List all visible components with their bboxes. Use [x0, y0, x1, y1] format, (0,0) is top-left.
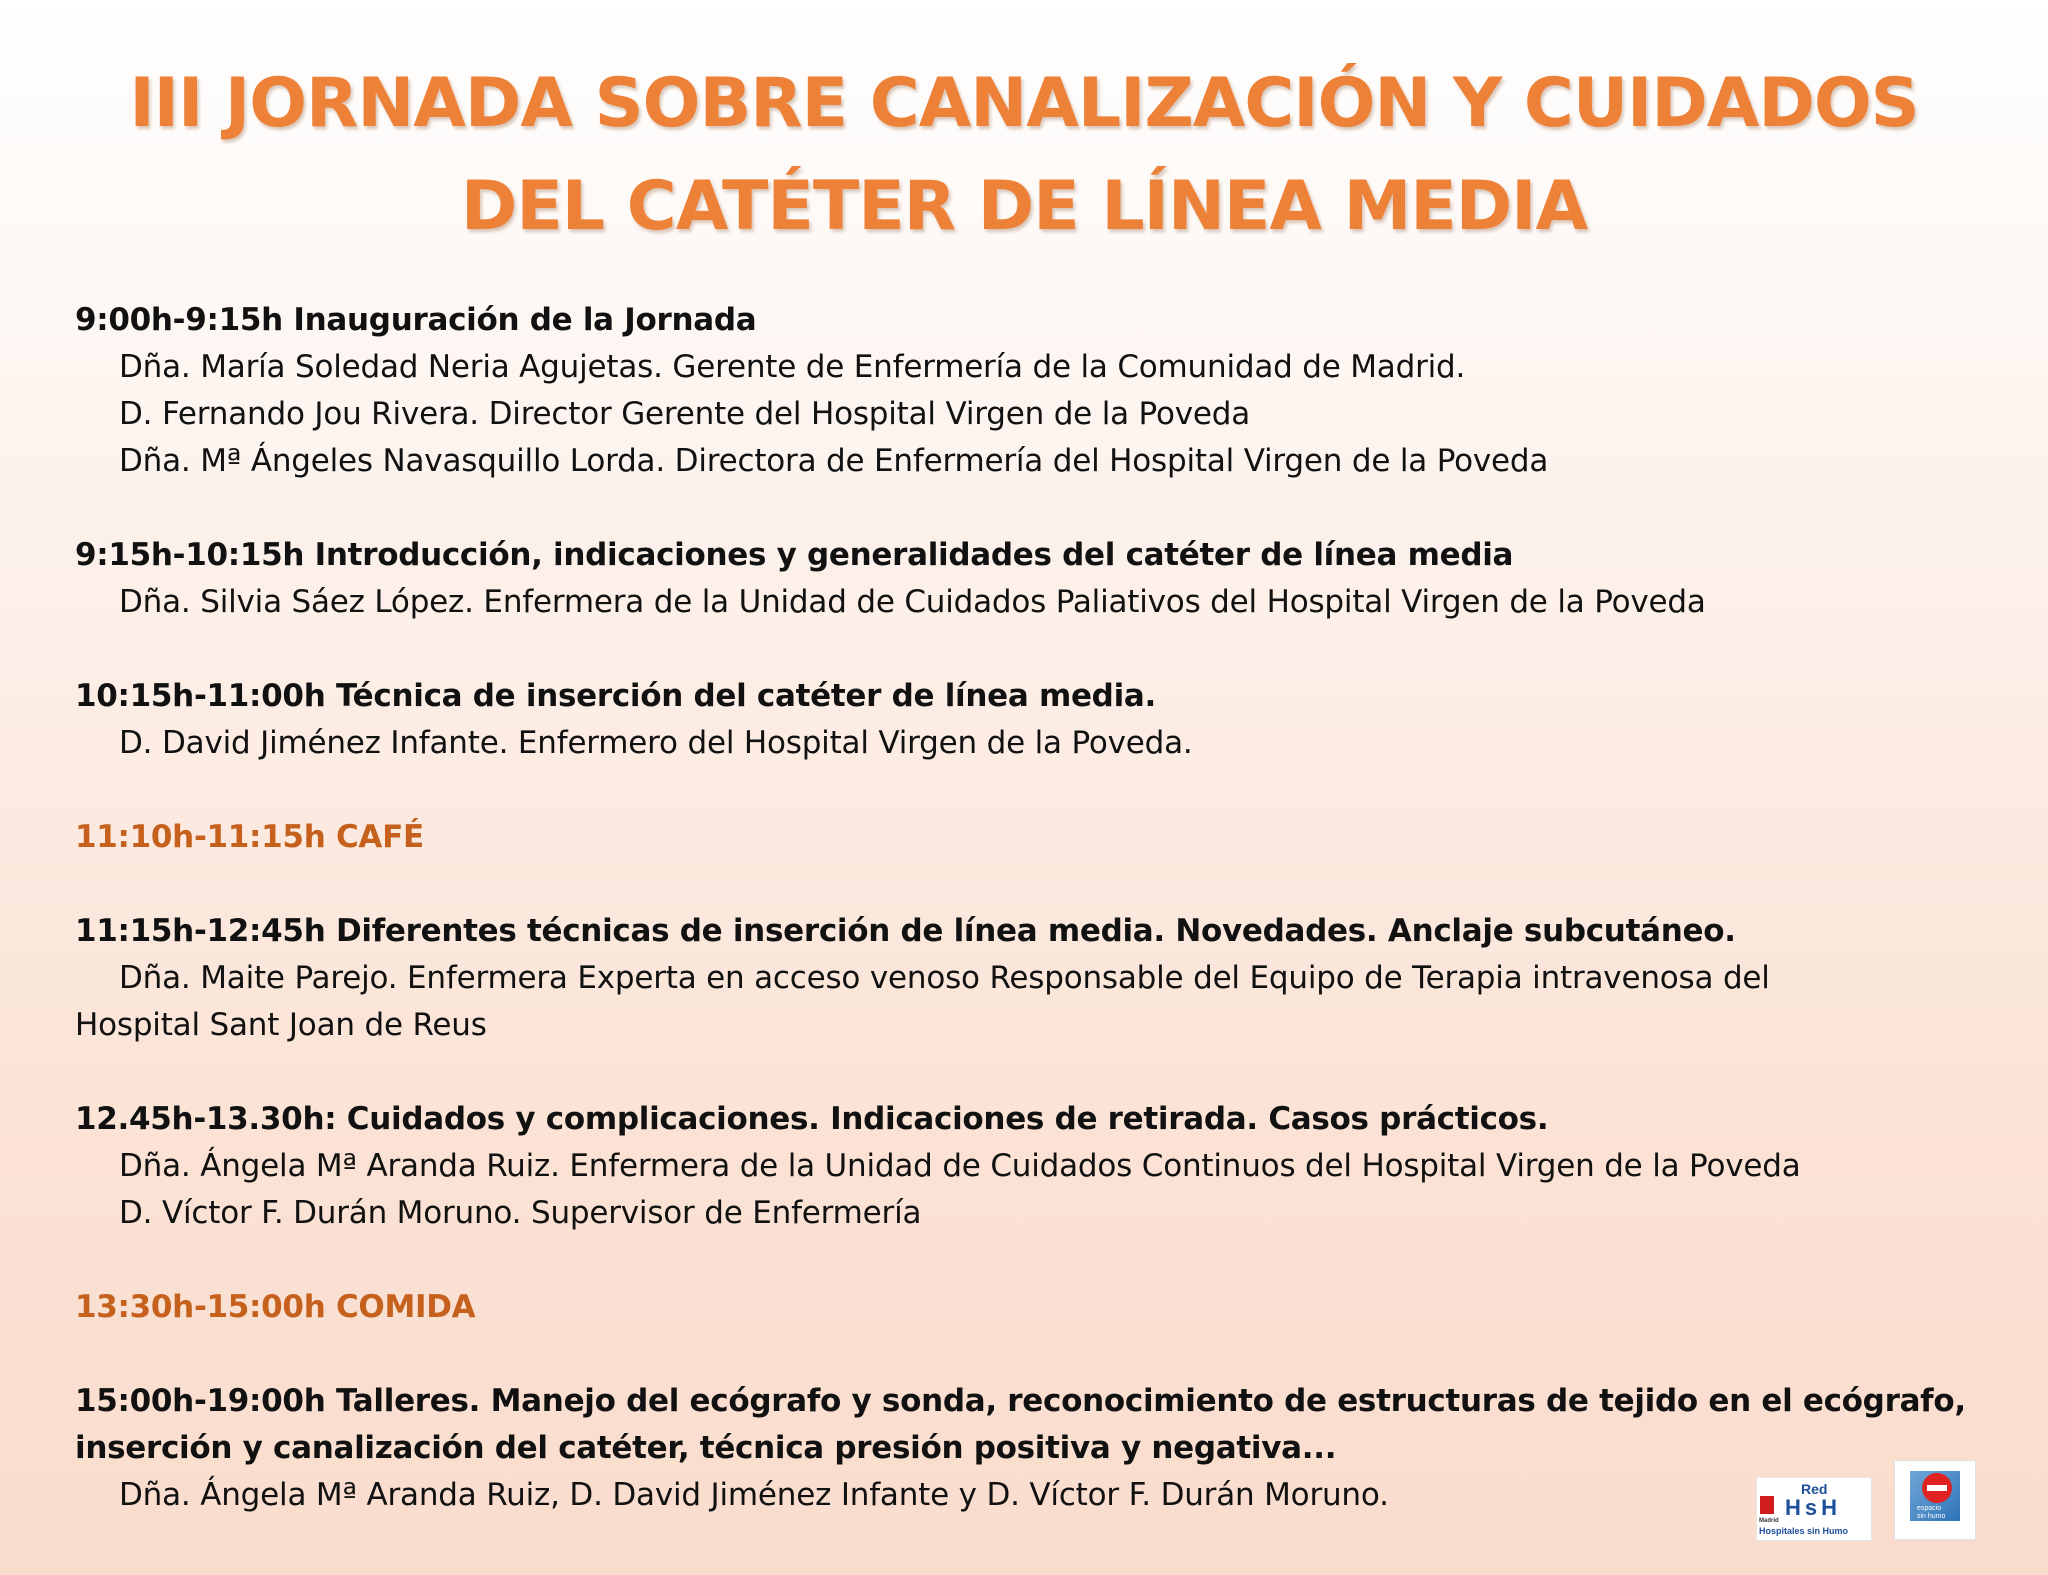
break-lunch: 13:30h-15:00h COMIDA: [75, 1289, 476, 1325]
title-line-2: DEL CATÉTER DE LÍNEA MEDIA: [460, 167, 1588, 246]
session-heading: 10:15h-11:00h Técnica de inserción del catéter de línea media.: [75, 678, 1156, 714]
logo-caption: Hospitales sin Humo: [1759, 1526, 1849, 1536]
speaker-line: Dña. Ángela Mª Aranda Ruiz, D. David Jiménez Infante y D. Víctor F. Durán Moruno.: [119, 1477, 1389, 1513]
speaker-line: Dña. Mª Ángeles Navasquillo Lorda. Directora de Enfermería del Hospital Virgen de la Poveda: [119, 443, 1549, 479]
spacer: [75, 1237, 1975, 1284]
session-heading: 12.45h-13.30h: Cuidados y complicaciones. Indicaciones de retirada. Casos prácticos.: [75, 1101, 1549, 1137]
spacer: [75, 485, 1975, 532]
speaker-line: D. Víctor F. Durán Moruno. Supervisor de Enfermería: [119, 1195, 922, 1231]
session-heading: 9:15h-10:15h Introducción, indicaciones y generalidades del catéter de línea media: [75, 537, 1514, 573]
speaker-line: Dña. Ángela Mª Aranda Ruiz. Enfermera de la Unidad de Cuidados Continuos del Hospital Virgen de la Poveda: [119, 1148, 1801, 1184]
speaker-line: D. Fernando Jou Rivera. Director Gerente del Hospital Virgen de la Poveda: [119, 396, 1251, 432]
program-schedule: [75, 297, 1975, 1519]
session-heading-continuation: inserción y canalización del catéter, técnica presión positiva y negativa...: [75, 1430, 1337, 1466]
title-line-1: III JORNADA SOBRE CANALIZACIÓN Y CUIDADOS: [129, 64, 1919, 143]
spacer: [75, 1331, 1975, 1378]
logo-hsh-mark: HsH: [1785, 1495, 1842, 1520]
speaker-line: Dña. Maite Parejo. Enfermera Experta en acceso venoso Responsable del Equipo de Terapia intravenosa del: [119, 960, 1770, 996]
hospitales-sin-humo-logo: [1756, 1477, 1872, 1541]
no-entry-bar-icon: [1927, 1485, 1947, 1491]
session-heading: 9:00h-9:15h Inauguración de la Jornada: [75, 302, 757, 338]
logo-red-text: Red: [1801, 1481, 1828, 1497]
logo-caption-2: sin humo: [1917, 1513, 1946, 1520]
spacer: [75, 1049, 1975, 1096]
madrid-flag-icon: [1760, 1496, 1774, 1514]
speaker-line: D. David Jiménez Infante. Enfermero del Hospital Virgen de la Poveda.: [119, 725, 1193, 761]
logo-madrid-text: Madrid: [1759, 1518, 1779, 1524]
session-heading: 11:15h-12:45h Diferentes técnicas de inserción de línea media. Novedades. Anclaje subcutáneo.: [75, 913, 1736, 949]
speaker-line: Dña. Silvia Sáez López. Enfermera de la Unidad de Cuidados Paliativos del Hospital Virgen de la Poveda: [119, 584, 1706, 620]
espacio-sin-humo-logo: [1894, 1460, 1976, 1540]
spacer: [75, 861, 1975, 908]
page-title: [0, 52, 2048, 258]
speaker-line-continuation: Hospital Sant Joan de Reus: [75, 1007, 487, 1043]
session-heading: 15:00h-19:00h Talleres. Manejo del ecógrafo y sonda, reconocimiento de estructuras de tejido en el ecógrafo,: [75, 1383, 1966, 1419]
break-coffee: 11:10h-11:15h CAFÉ: [75, 819, 424, 855]
spacer: [75, 767, 1975, 814]
speaker-line: Dña. María Soledad Neria Agujetas. Gerente de Enfermería de la Comunidad de Madrid.: [119, 349, 1466, 385]
logo-caption-1: espacio: [1917, 1505, 1942, 1512]
spacer: [75, 626, 1975, 673]
